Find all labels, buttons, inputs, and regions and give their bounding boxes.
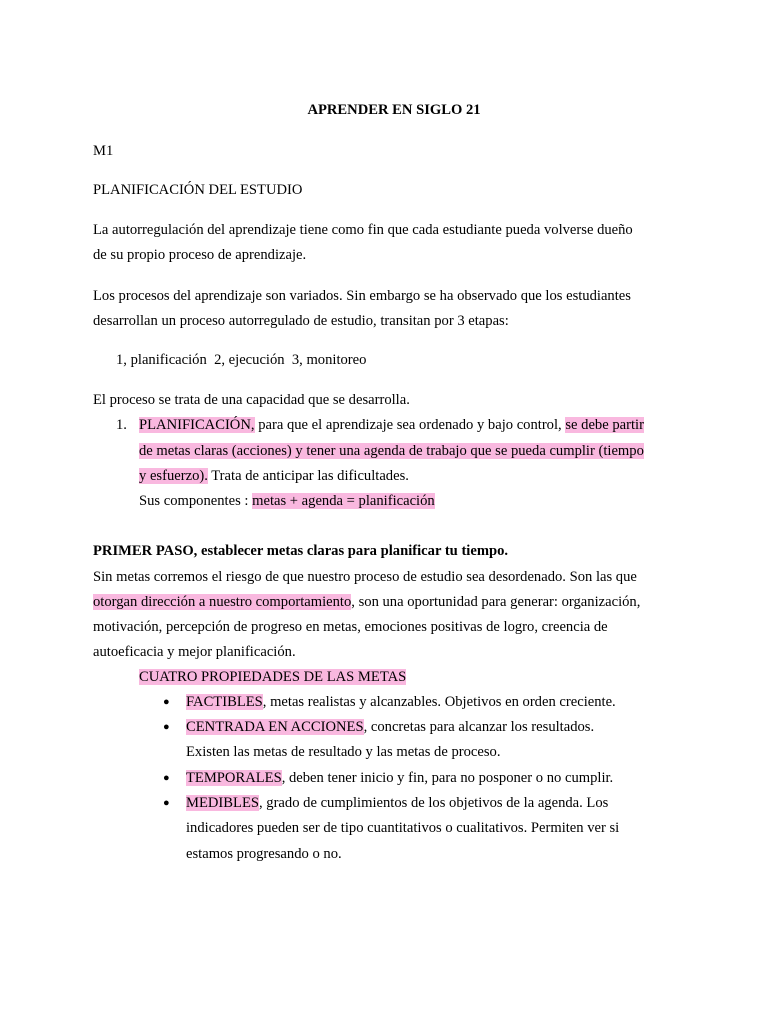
highlight-medibles: MEDIBLES: [186, 795, 259, 811]
highlight-esfuerzo: y esfuerzo).: [139, 468, 208, 484]
section-heading: PLANIFICACIÓN DEL ESTUDIO: [93, 182, 303, 198]
item-1-line-3: [139, 466, 409, 486]
highlight-temporales: TEMPORALES: [186, 770, 282, 786]
item-1-components: [139, 491, 435, 511]
temporales-text: , deben tener inicio y fin, para no posponer o no cumplir.: [281, 770, 614, 786]
item-1-text-d: Trata de anticipar las dificultades.: [207, 468, 409, 484]
step-line-1: Sin metas corremos el riesgo de que nuestro proceso de estudio sea desordenado. Son las que: [93, 569, 637, 585]
property-acciones-line-2: Existen las metas de resultado y las metas de proceso.: [186, 744, 501, 760]
step-line-3: motivación, percepción de progreso en metas, emociones positivas de logro, creencia de: [93, 619, 608, 635]
highlight-se-debe-partir: se debe partir: [565, 417, 644, 433]
module-label: M1: [93, 143, 114, 159]
highlight-acciones: CENTRADA EN ACCIONES: [186, 719, 364, 735]
step-line-2: [93, 592, 640, 612]
stages-list: 1, planificación 2, ejecución 3, monitoreo: [116, 352, 367, 368]
property-medibles: [186, 793, 608, 813]
property-acciones: [186, 717, 594, 737]
step-line-4: autoeficacia y mejor planificación.: [93, 644, 296, 660]
property-temporales: [186, 768, 613, 788]
highlight-direccion: otorgan dirección a nuestro comportamiento: [93, 594, 352, 610]
property-factibles: [186, 692, 616, 712]
bullet-icon: ●: [163, 696, 170, 708]
bullet-icon: ●: [163, 721, 170, 733]
item-1-line-2: [139, 441, 644, 461]
highlight-properties-heading: CUATRO PROPIEDADES DE LAS METAS: [139, 669, 407, 685]
paragraph-1-line-2: de su propio proceso de aprendizaje.: [93, 247, 307, 263]
paragraph-3: El proceso se trata de una capacidad que se desarrolla.: [93, 392, 410, 408]
property-medibles-line-2: indicadores pueden ser de tipo cuantitativos o cualitativos. Permiten ver si: [186, 820, 620, 836]
item-1-line-1: [139, 415, 644, 435]
medibles-text: , grado de cumplimientos de los objetivos de la agenda. Los: [258, 795, 609, 811]
components-label: Sus componentes :: [139, 493, 253, 509]
highlight-planificacion: PLANIFICACIÓN,: [139, 417, 255, 433]
properties-heading: [139, 667, 406, 687]
acciones-text: , concretas para alcanzar los resultados.: [363, 719, 595, 735]
first-step-heading: [93, 541, 508, 561]
document-title: APRENDER EN SIGLO 21: [307, 102, 481, 118]
property-medibles-line-3: estamos progresando o no.: [186, 846, 342, 862]
paragraph-2-line-1: Los procesos del aprendizaje son variados. Sin embargo se ha observado que los estudiantes: [93, 288, 631, 304]
list-number-1: 1.: [116, 417, 127, 433]
factibles-text: , metas realistas y alcanzables. Objetivos en orden creciente.: [262, 694, 616, 710]
bullet-icon: ●: [163, 797, 170, 809]
first-step-bold: PRIMER PASO, establecer metas claras para planificar tu tiempo.: [93, 543, 509, 559]
bullet-icon: ●: [163, 772, 170, 784]
item-1-text-a: para que el aprendizaje sea ordenado y bajo control,: [254, 417, 566, 433]
paragraph-2-line-2: desarrollan un proceso autorregulado de estudio, transitan por 3 etapas:: [93, 313, 509, 329]
highlight-factibles: FACTIBLES: [186, 694, 263, 710]
step-line-2-text: , son una oportunidad para generar: organización,: [351, 594, 641, 610]
highlight-metas-claras: de metas claras (acciones) y tener una agenda de trabajo que se pueda cumplir (tiempo: [139, 443, 644, 459]
highlight-components: metas + agenda = planificación: [252, 493, 435, 509]
paragraph-1-line-1: La autorregulación del aprendizaje tiene como fin que cada estudiante pueda volverse dueño: [93, 222, 633, 238]
